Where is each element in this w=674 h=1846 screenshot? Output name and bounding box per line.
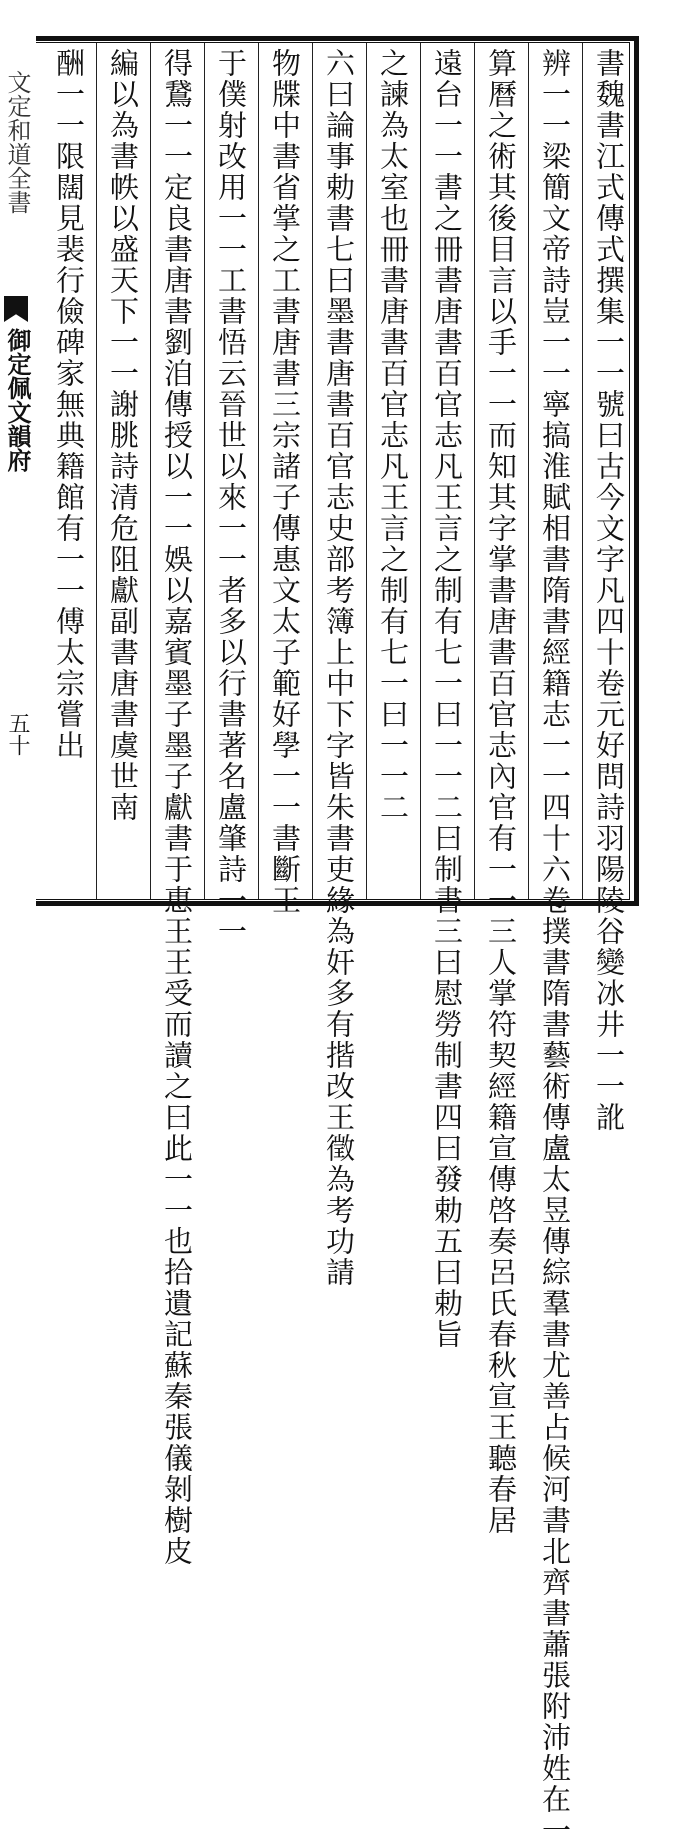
text-column-11: 酬一一限闊見裴行儉碑家無典籍館有一一傅太宗嘗出 bbox=[52, 48, 86, 761]
fishtail-mark bbox=[4, 296, 28, 322]
text-column-8: 于僕射改用一一工書悟云晉世以來一一者多以行書著名盧肇詩一一 bbox=[214, 48, 248, 947]
text-column-5: 之諫為太室也冊書唐書百官志凡王言之制有七一曰一一二 bbox=[376, 48, 410, 823]
text-column-4: 遠台一一書之冊書唐書百官志凡王言之制有七一曰一一二曰制書三曰慰勞制書四曰發勅五曰勅旨 bbox=[430, 48, 464, 1350]
text-column-1: 書魏書江式傳式撰集一一號曰古今文字凡四十卷元好問詩羽陽陵谷變冰井一一訛 bbox=[592, 48, 626, 1133]
margin-title-upper: 文定和道全書 bbox=[3, 70, 31, 214]
text-column-6: 六曰論事勅書七曰墨書唐書百官志史部考簿上中下字皆朱書吏緣為奸多有揩改王徵為考功請 bbox=[322, 48, 356, 1288]
text-column-2: 辨一一梁簡文帝詩豈一一寧搞淮賦相書隋書經籍志一一四十六卷撲書隋書藝術傳盧太昱傳綜羣書尤善占候河書北齊書蕭張附沛姓在一 bbox=[538, 48, 572, 1846]
page-number: 五十 bbox=[5, 712, 30, 756]
text-column-3: 算曆之術其後目言以手一一而知其字掌書唐書百官志內官有一一三人掌符契經籍宣傳啓奏呂氏春秋宣王聽春居 bbox=[484, 48, 518, 1536]
text-column-10: 編以為書帙以盛天下一一謝朓詩清危阻獻副書唐書虞世南 bbox=[106, 48, 140, 823]
text-column-7: 物牒中書省掌之工書唐書三宗諸子傳惠文太子範好學一一書斷王 bbox=[268, 48, 302, 916]
margin-title-lower: 御定佩文韻府 bbox=[3, 328, 32, 472]
text-column-9: 得鵞一一定良書唐書劉洎傳授以一一娛以嘉賓墨子墨子獻書于惠王王受而讀之曰此一一也拾遺記蘇秦張儀剝樹皮 bbox=[160, 48, 194, 1567]
